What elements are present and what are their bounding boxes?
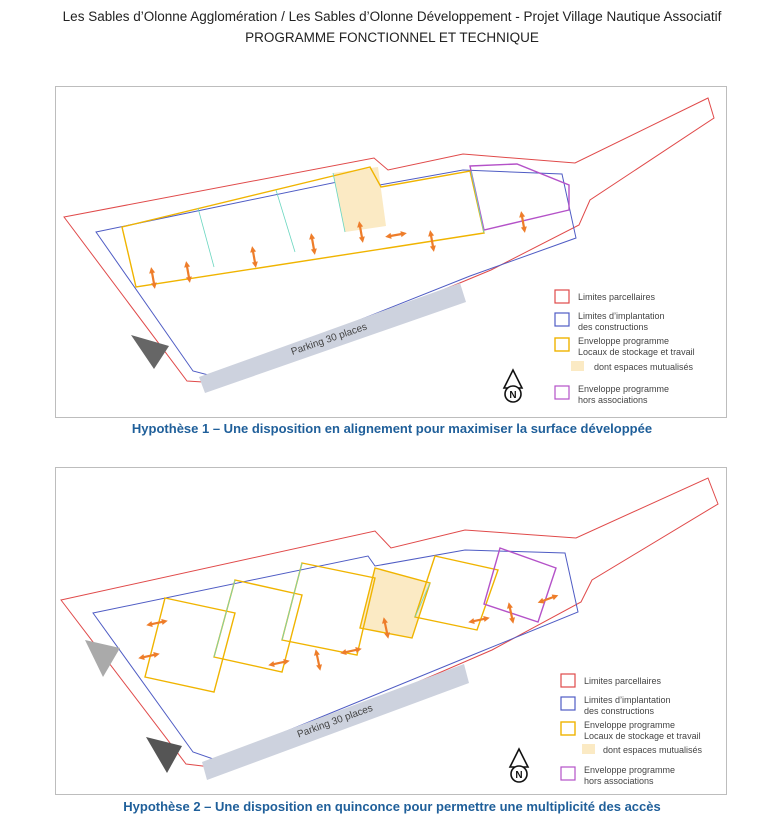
- shared-space: [0, 0, 1, 1]
- legend-label: Limites d’implantation: [584, 695, 671, 705]
- legend-swatch-hors: [561, 767, 575, 780]
- parking-label: Parking 30 places: [295, 702, 375, 741]
- header-title: Les Sables d’Olonne Agglomération / Les Sables d’Olonne Développement - Projet Village Nautique Associatif: [62, 9, 722, 24]
- legend-label: dont espaces mutualisés: [594, 362, 694, 372]
- caption-hypothesis-2: Hypothèse 2 – Une disposition en quinconce pour permettre une multiplicité des accès: [123, 799, 661, 814]
- access-arrow: [249, 246, 259, 269]
- legend-swatch-envelope: [561, 722, 575, 735]
- legend-label: hors associations: [584, 776, 654, 786]
- envelope-module: [282, 563, 375, 655]
- legend: [561, 674, 703, 786]
- north-arrow-icon: [504, 370, 522, 402]
- envelope-module: [145, 598, 235, 692]
- legend-swatch-implantation: [555, 313, 569, 326]
- svg-text:N: N: [509, 390, 517, 401]
- sun-direction-marker: [146, 737, 182, 773]
- legend-label: dont espaces mutualisés: [603, 745, 703, 755]
- legend-swatch-parcel: [561, 674, 575, 687]
- plan-1: [0, 0, 714, 405]
- legend-label: Locaux de stockage et travail: [578, 347, 695, 357]
- legend-label: Enveloppe programme: [578, 336, 670, 346]
- header-subtitle: PROGRAMME FONCTIONNEL ET TECHNIQUE: [245, 30, 539, 45]
- hors-associations-envelope: [484, 548, 556, 622]
- legend-label: Enveloppe programme: [584, 720, 676, 730]
- legend-label: Enveloppe programme: [578, 384, 670, 394]
- legend-label: Locaux de stockage et travail: [584, 731, 701, 741]
- access-arrow: [537, 592, 560, 605]
- plan-2: [61, 478, 718, 786]
- envelope-module: [214, 580, 302, 672]
- parking-label: Parking 30 places: [289, 321, 369, 358]
- access-arrow: [385, 230, 408, 240]
- legend-swatch-implantation: [561, 697, 575, 710]
- access-arrows: [138, 592, 560, 671]
- legend-label: hors associations: [578, 395, 648, 405]
- legend-label: des constructions: [584, 706, 655, 716]
- legend: [555, 290, 695, 405]
- legend-swatch-hors: [555, 386, 569, 399]
- access-arrow: [146, 618, 169, 628]
- access-arrow: [506, 602, 516, 625]
- legend-label: Limites d’implantation: [578, 311, 665, 321]
- north-arrow-icon: [510, 749, 528, 782]
- legend-swatch-parcel: [555, 290, 569, 303]
- access-arrow: [308, 233, 318, 256]
- sun-direction-marker: [131, 335, 169, 369]
- sun-direction-marker: [85, 640, 120, 677]
- access-arrows: [148, 211, 528, 290]
- access-arrow: [268, 658, 291, 668]
- envelope-row: [122, 167, 484, 287]
- legend-label: Limites parcellaires: [584, 676, 662, 686]
- legend-swatch-envelope: [555, 338, 569, 351]
- legend-label: des constructions: [578, 322, 649, 332]
- access-arrow: [148, 267, 158, 290]
- legend-swatch-shared: [571, 361, 584, 371]
- access-arrow: [313, 649, 323, 672]
- legend-label: Enveloppe programme: [584, 765, 676, 775]
- svg-text:N: N: [515, 770, 523, 781]
- caption-hypothesis-1: Hypothèse 1 – Une disposition en alignement pour maximiser la surface développée: [131, 421, 653, 436]
- legend-label: Limites parcellaires: [578, 292, 656, 302]
- legend-swatch-shared: [582, 744, 595, 754]
